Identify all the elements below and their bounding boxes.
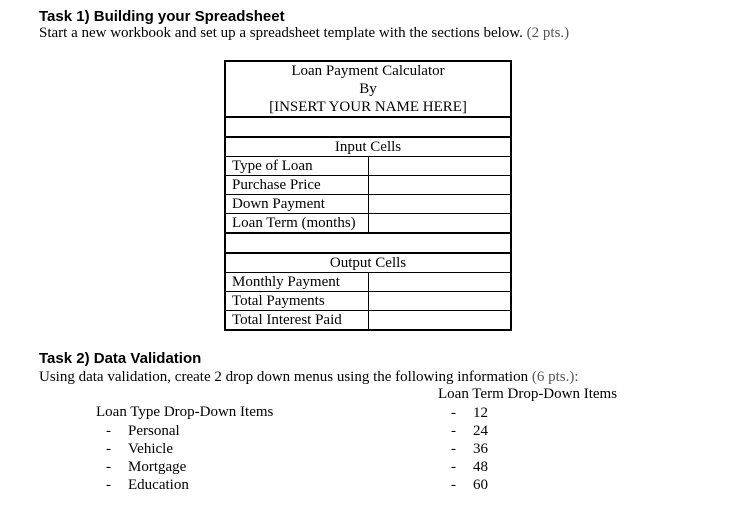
loan-term-list [451, 404, 488, 494]
task2-text: Using data validation, create 2 drop down menus using the following information [39, 369, 529, 385]
task2-points: (6 pts.): [531, 369, 579, 385]
list-item: - 60 [451, 477, 488, 493]
title-block [226, 62, 510, 118]
list-item: - Vehicle [106, 441, 173, 457]
list-item: - 12 [451, 405, 488, 421]
input-value-cell [368, 214, 510, 232]
loan-type-list [106, 422, 189, 494]
input-section [226, 138, 510, 234]
input-label: Down Payment [226, 195, 368, 214]
input-value-cell [368, 195, 510, 214]
list-item: - 24 [451, 423, 488, 439]
list-item: - 48 [451, 459, 488, 475]
input-value-cell [368, 157, 510, 176]
loan-term-header: Loan Term Drop-Down Items [438, 386, 618, 402]
output-section [226, 254, 510, 329]
input-label: Type of Loan [226, 157, 368, 176]
task1-points: (2 pts.) [526, 25, 570, 41]
task2-heading: Task 2) Data Validation [39, 350, 202, 367]
task1-heading: Task 1) Building your Spreadsheet [39, 8, 285, 25]
blank-row [226, 118, 510, 138]
blank-row [226, 234, 510, 254]
task1-instructions [39, 25, 569, 42]
spreadsheet-template [224, 60, 512, 331]
input-label: Loan Term (months) [232, 215, 356, 231]
output-header: Output Cells [226, 254, 510, 273]
input-value-cell [368, 176, 510, 195]
output-value-cell [368, 311, 510, 329]
output-value-cell [368, 273, 510, 292]
list-item: - Education [106, 477, 189, 493]
task2-instructions [39, 369, 579, 386]
output-value-cell [368, 292, 510, 311]
title-line: By [359, 81, 377, 97]
input-header: Input Cells [226, 138, 510, 157]
title-line: [INSERT YOUR NAME HERE] [269, 99, 467, 115]
output-label: Total Interest Paid [232, 312, 342, 328]
input-label: Purchase Price [226, 176, 368, 195]
output-label: Total Payments [226, 292, 368, 311]
list-item: - 36 [451, 441, 488, 457]
list-item: - Personal [106, 423, 180, 439]
loan-type-header: Loan Type Drop-Down Items [96, 404, 274, 420]
title-line: Loan Payment Calculator [291, 63, 445, 79]
task1-text: Start a new workbook and set up a spreadsheet template with the sections below. [39, 25, 523, 41]
list-item: - Mortgage [106, 459, 187, 475]
output-label: Monthly Payment [226, 273, 368, 292]
